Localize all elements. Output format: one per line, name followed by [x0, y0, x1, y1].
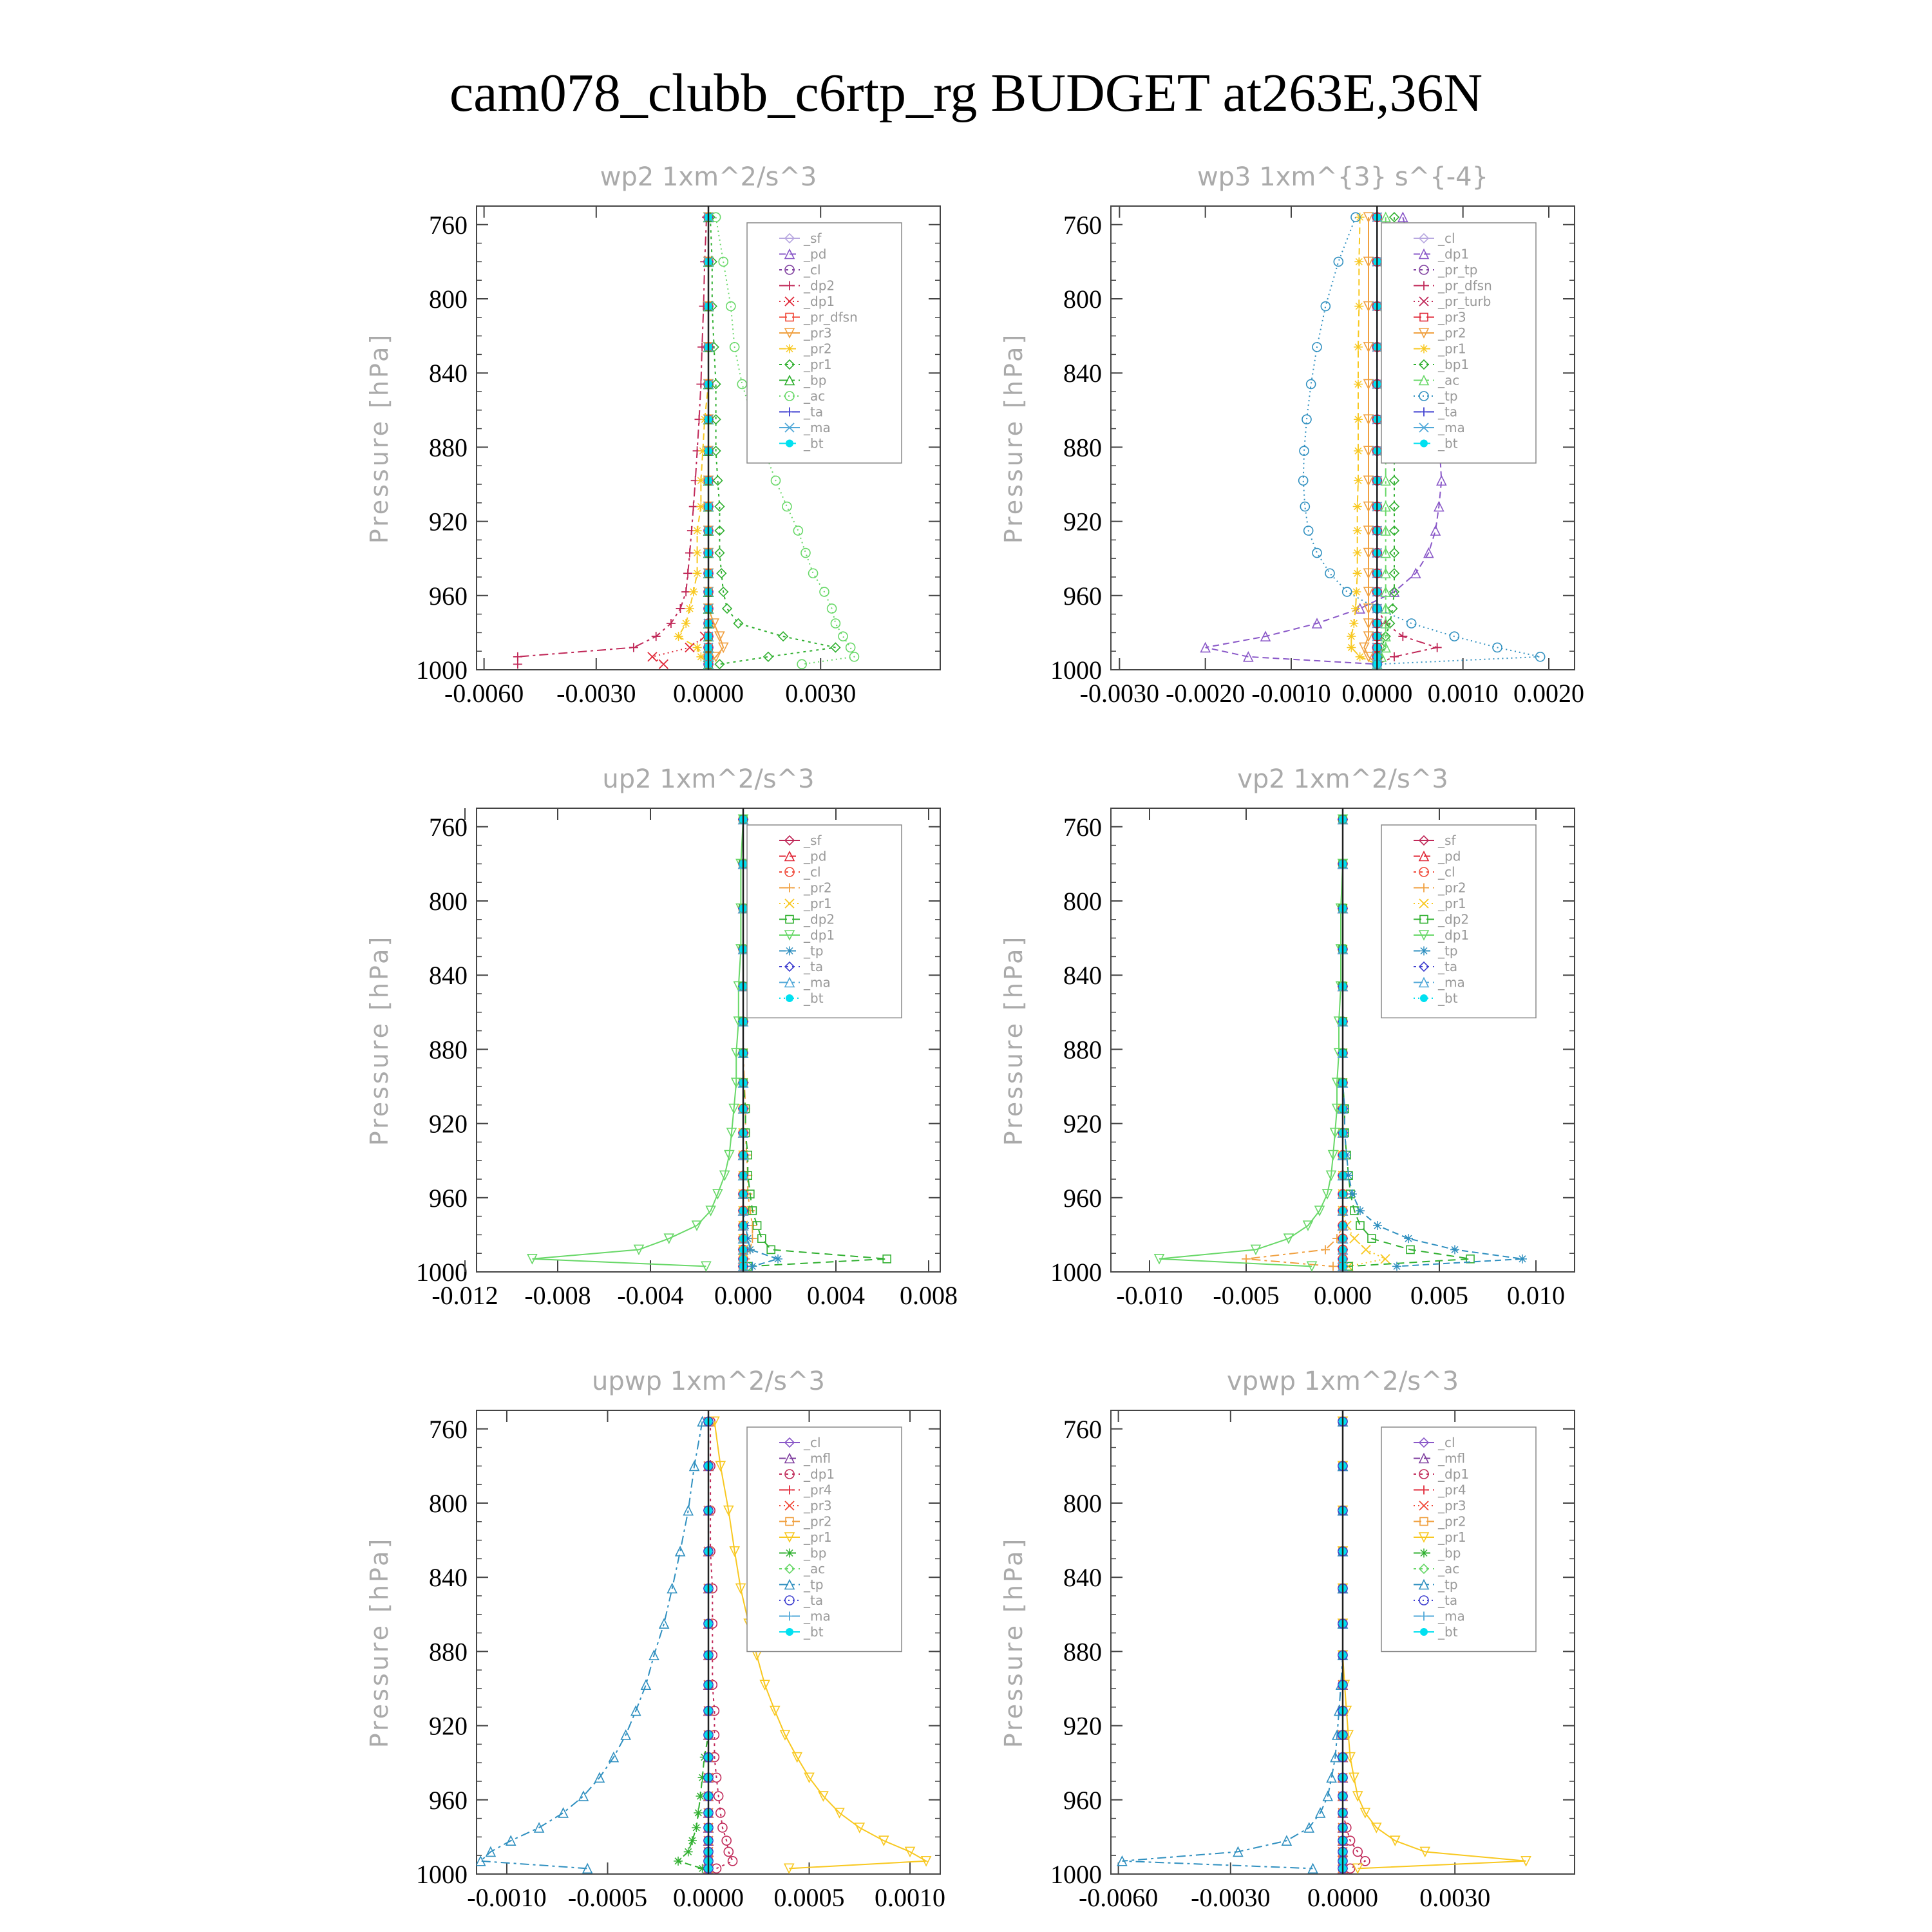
legend-label: _cl — [1438, 231, 1455, 246]
y-tick-label: 760 — [429, 1414, 468, 1444]
data-point — [846, 643, 855, 652]
data-point — [1347, 632, 1356, 641]
data-point — [681, 619, 690, 628]
y-tick-label: 840 — [1063, 1563, 1102, 1593]
series-line-bp — [678, 1421, 708, 1868]
data-point — [1325, 569, 1334, 578]
x-tick-label: 0.004 — [807, 1281, 865, 1310]
legend-label: _dp2 — [1438, 911, 1470, 927]
y-tick-label: 880 — [429, 433, 468, 462]
data-point — [1350, 1234, 1359, 1243]
y-tick-label: 880 — [1063, 1035, 1102, 1065]
x-tick-label: -0.0060 — [1078, 1883, 1159, 1912]
y-tick-label: 960 — [429, 1785, 468, 1815]
data-point — [689, 587, 698, 596]
data-point — [1356, 1206, 1365, 1215]
data-point — [674, 1857, 683, 1866]
legend-marker — [1420, 440, 1428, 448]
series-line-dp1 — [652, 217, 708, 664]
legend-label: _pr_dfsn — [804, 309, 858, 325]
legend-label: _sf — [804, 833, 822, 848]
y-tick-label: 960 — [1063, 1183, 1102, 1213]
legend-label: _cl — [804, 864, 821, 880]
legend-label: _bt — [1438, 1624, 1458, 1640]
data-point — [831, 619, 840, 628]
y-axis-label: Pressure [hPa] — [365, 1536, 393, 1748]
data-point — [1373, 1221, 1382, 1230]
x-tick-label: -0.0010 — [1251, 679, 1331, 708]
data-point — [629, 643, 638, 652]
y-axis-label: Pressure [hPa] — [365, 934, 393, 1146]
x-tick-label: 0.0010 — [875, 1883, 946, 1912]
legend-label: _ma — [804, 420, 831, 435]
y-tick-label: 1000 — [416, 1258, 468, 1287]
series-line-pr3 — [708, 217, 723, 664]
data-point — [641, 1680, 650, 1689]
legend — [747, 223, 902, 463]
y-tick-label: 800 — [429, 285, 468, 314]
legend-label: _dp1 — [804, 927, 835, 943]
legend-label: _bt — [804, 1624, 824, 1640]
y-tick-label: 800 — [1063, 1489, 1102, 1518]
x-tick-label: 0.0000 — [1307, 1883, 1378, 1912]
data-point — [667, 619, 676, 628]
x-tick-label: 0.0030 — [785, 679, 857, 708]
legend-label: _ta — [804, 404, 824, 420]
y-tick-label: 880 — [429, 1637, 468, 1667]
y-tick-label: 840 — [429, 1563, 468, 1593]
data-point — [714, 476, 723, 485]
data-point — [1356, 1222, 1364, 1229]
legend-label: _tp — [1438, 388, 1458, 404]
legend-label: _pr_tp — [1438, 262, 1478, 278]
data-point — [1351, 604, 1360, 613]
x-tick-label: 0.0000 — [673, 679, 744, 708]
y-tick-label: 920 — [1063, 1109, 1102, 1139]
data-point — [1242, 1255, 1251, 1264]
panel-5 — [365, 1367, 945, 1912]
data-point — [693, 526, 702, 535]
data-point — [728, 1857, 737, 1866]
y-axis-label: Pressure [hPa] — [999, 332, 1028, 544]
legend-marker — [785, 345, 794, 354]
data-point — [659, 659, 668, 668]
data-point — [683, 569, 692, 578]
x-tick-label: 0.0000 — [1341, 679, 1413, 708]
data-point — [1404, 1234, 1413, 1243]
legend-label: _tp — [804, 1577, 824, 1593]
y-tick-label: 840 — [429, 359, 468, 388]
data-point — [685, 604, 694, 613]
data-point — [1390, 213, 1399, 222]
panel-title: upwp 1xm^2/s^3 — [592, 1367, 825, 1396]
y-tick-label: 800 — [1063, 285, 1102, 314]
legend-label: _pr3 — [1438, 1498, 1466, 1513]
y-tick-label: 920 — [429, 507, 468, 536]
legend-label: _pr1 — [804, 896, 832, 911]
y-tick-label: 920 — [1063, 507, 1102, 536]
y-tick-label: 880 — [1063, 433, 1102, 462]
y-tick-label: 840 — [1063, 359, 1102, 388]
legend-label: _ta — [1438, 959, 1458, 974]
legend-label: _dp1 — [804, 294, 835, 309]
data-point — [1536, 652, 1545, 661]
x-tick-label: -0.0060 — [444, 679, 524, 708]
legend-label: _cl — [1438, 1435, 1455, 1450]
data-point — [1354, 446, 1363, 455]
legend-label: _pr1 — [1438, 1530, 1466, 1545]
legend-label: _pd — [804, 848, 827, 864]
data-point — [838, 632, 848, 641]
data-point — [676, 604, 685, 613]
legend-marker — [1419, 947, 1428, 956]
legend-label: _pr1 — [804, 1530, 832, 1545]
data-point — [1347, 643, 1356, 652]
legend-label: _dp1 — [804, 1466, 835, 1482]
legend-label: _bt — [1438, 435, 1458, 451]
legend-label: _cl — [804, 1435, 821, 1450]
data-point — [748, 1262, 757, 1271]
y-tick-label: 840 — [1063, 961, 1102, 990]
data-point — [1356, 652, 1365, 661]
x-tick-label: -0.0010 — [467, 1883, 547, 1912]
legend-label: _pr2 — [1438, 325, 1466, 341]
data-point — [1361, 1245, 1370, 1254]
legend-marker — [786, 994, 793, 1002]
data-point — [1354, 415, 1363, 424]
data-point — [1390, 652, 1399, 661]
data-point — [1353, 569, 1362, 578]
panel-title: wp2 1xm^2/s^3 — [600, 162, 817, 192]
panel-1 — [365, 162, 940, 708]
legend-label: _mfl — [1438, 1450, 1466, 1466]
x-tick-label: 0.0030 — [1419, 1883, 1491, 1912]
x-tick-label: 0.0020 — [1513, 679, 1584, 708]
legend-label: _ac — [1438, 372, 1460, 388]
x-tick-label: -0.0030 — [1079, 679, 1159, 708]
y-tick-label: 960 — [429, 581, 468, 611]
y-axis-label: Pressure [hPa] — [365, 332, 393, 544]
data-point — [1354, 343, 1363, 352]
x-tick-label: 0.0005 — [773, 1883, 845, 1912]
data-point — [1354, 302, 1363, 311]
data-point — [1354, 476, 1363, 485]
y-tick-label: 800 — [1063, 887, 1102, 916]
data-point — [1354, 257, 1363, 266]
legend-label: _ac — [804, 388, 826, 404]
data-point — [782, 502, 791, 511]
panel-title: vpwp 1xm^2/s^3 — [1226, 1367, 1459, 1396]
x-tick-label: 0.0010 — [1427, 679, 1499, 708]
y-tick-label: 760 — [429, 812, 468, 842]
y-tick-label: 880 — [429, 1035, 468, 1065]
panel-3 — [365, 764, 958, 1310]
legend-label: _ma — [804, 1608, 831, 1624]
y-axis-label: Pressure [hPa] — [999, 934, 1028, 1146]
x-tick-label: -0.0020 — [1166, 679, 1245, 708]
legend-label: _bt — [804, 435, 824, 451]
legend-label: _pr1 — [1438, 341, 1466, 357]
data-point — [1390, 502, 1399, 511]
legend-label: _dp2 — [804, 278, 835, 294]
series-line-pr2 — [1364, 217, 1377, 664]
y-tick-label: 960 — [1063, 581, 1102, 611]
data-point — [684, 1847, 693, 1856]
data-point — [723, 604, 732, 613]
panel-4 — [999, 764, 1575, 1310]
x-tick-label: 0.000 — [1314, 1281, 1372, 1310]
legend-label: _dp1 — [1438, 246, 1470, 262]
legend-marker — [1420, 994, 1428, 1002]
legend-label: _ta — [1438, 404, 1458, 420]
data-point — [648, 652, 657, 661]
series-line-pr1 — [1343, 819, 1385, 1266]
panel-6 — [999, 1367, 1575, 1912]
y-tick-label: 760 — [429, 210, 468, 240]
legend-label: _ta — [1438, 1593, 1458, 1608]
data-point — [1321, 302, 1330, 311]
data-point — [1354, 379, 1363, 388]
y-tick-label: 960 — [1063, 1785, 1102, 1815]
data-point — [1349, 619, 1358, 628]
legend-label: _bt — [1438, 990, 1458, 1006]
legend-label: _bt — [804, 990, 824, 1006]
data-point — [1353, 526, 1362, 535]
y-tick-label: 800 — [429, 887, 468, 916]
legend-marker — [785, 947, 794, 956]
legend-label: _bp — [1438, 1545, 1461, 1561]
data-point — [773, 1255, 782, 1264]
legend-marker — [1419, 345, 1428, 354]
y-tick-label: 800 — [429, 1489, 468, 1518]
y-tick-label: 760 — [1063, 210, 1102, 240]
legend-label: _cl — [804, 262, 821, 278]
panels — [365, 162, 1584, 1912]
x-tick-label: 0.000 — [714, 1281, 772, 1310]
data-point — [1329, 1262, 1338, 1271]
data-point — [693, 569, 702, 578]
legend-label: _pd — [804, 246, 827, 262]
series-line-tp — [480, 1421, 702, 1868]
x-tick-label: -0.0030 — [1191, 1883, 1271, 1912]
data-point — [1343, 587, 1352, 596]
data-point — [694, 1808, 703, 1817]
legend — [1381, 825, 1536, 1018]
panel-title: wp3 1xm^{3} s^{-4} — [1197, 162, 1489, 192]
x-tick-label: -0.0030 — [556, 679, 636, 708]
legend-label: _ac — [804, 1561, 826, 1577]
data-point — [801, 549, 810, 558]
series-line-pr2 — [679, 217, 709, 664]
y-tick-label: 960 — [429, 1183, 468, 1213]
data-point — [1518, 1255, 1527, 1264]
figure-title: cam078_clubb_c6rtp_rg BUDGET at263E,36N — [449, 63, 1483, 123]
data-point — [659, 1619, 668, 1628]
legend-label: _pr1 — [1438, 896, 1466, 911]
y-tick-label: 920 — [429, 1109, 468, 1139]
data-point — [758, 1235, 766, 1242]
legend-label: _ma — [804, 974, 831, 990]
legend-label: _pr2 — [804, 1513, 832, 1530]
y-tick-label: 920 — [429, 1711, 468, 1741]
legend — [747, 1427, 902, 1652]
legend-label: _cl — [1438, 864, 1455, 880]
y-axis-label: Pressure [hPa] — [999, 1536, 1028, 1748]
data-point — [674, 632, 683, 641]
legend-marker — [1420, 1628, 1428, 1636]
data-point — [1300, 502, 1309, 511]
data-point — [693, 643, 702, 652]
x-tick-label: 0.005 — [1410, 1281, 1468, 1310]
legend-label: _pr_dfsn — [1438, 278, 1492, 294]
data-point — [793, 526, 802, 535]
data-point — [1353, 549, 1362, 558]
legend-marker — [1419, 1549, 1428, 1558]
x-tick-label: -0.0005 — [567, 1883, 648, 1912]
series-line-dp2 — [518, 217, 706, 664]
legend-marker — [785, 1549, 794, 1558]
legend-label: _pr_turb — [1438, 294, 1492, 309]
data-point — [1353, 502, 1362, 511]
y-tick-label: 840 — [429, 961, 468, 990]
series-line-dp1 — [1159, 819, 1343, 1266]
y-tick-label: 1000 — [416, 1860, 468, 1889]
x-tick-label: -0.005 — [1213, 1281, 1280, 1310]
series-line-tp — [1122, 1421, 1343, 1868]
data-point — [1334, 257, 1343, 266]
legend — [1381, 223, 1536, 463]
legend-label: _tp — [1438, 943, 1458, 959]
panel-title: up2 1xm^2/s^3 — [602, 764, 815, 794]
legend-label: _dp2 — [804, 911, 835, 927]
y-tick-label: 760 — [1063, 812, 1102, 842]
series-line-dp1 — [532, 819, 743, 1266]
legend-label: _ma — [1438, 1608, 1465, 1624]
legend-label: _pr1 — [804, 357, 832, 372]
legend — [747, 825, 902, 1018]
data-point — [1392, 1262, 1401, 1271]
legend-label: _mfl — [804, 1450, 831, 1466]
data-point — [1312, 549, 1321, 558]
legend-label: _ta — [804, 959, 824, 974]
x-tick-label: -0.004 — [617, 1281, 684, 1310]
x-tick-label: -0.012 — [431, 1281, 498, 1310]
y-tick-label: 1000 — [1050, 1860, 1102, 1889]
data-point — [809, 569, 818, 578]
legend-label: _bp1 — [1438, 357, 1470, 372]
data-point — [1352, 587, 1361, 596]
data-point — [693, 549, 702, 558]
legend-label: _pr4 — [804, 1482, 832, 1498]
y-tick-label: 1000 — [416, 656, 468, 685]
series-line-dp1 — [710, 1421, 733, 1868]
legend-label: _pr2 — [1438, 1513, 1466, 1530]
x-tick-label: 0.008 — [900, 1281, 958, 1310]
legend-label: _pr3 — [1438, 309, 1466, 325]
legend-label: _sf — [1438, 833, 1456, 848]
series-line-pr2 — [1246, 819, 1343, 1266]
legend-label: _bp — [804, 372, 827, 388]
series-line-dp1 — [1343, 1421, 1365, 1868]
legend-marker — [786, 440, 793, 448]
data-point — [688, 1836, 697, 1845]
x-tick-label: -0.008 — [524, 1281, 591, 1310]
data-point — [1450, 1245, 1459, 1254]
x-tick-label: -0.010 — [1116, 1281, 1183, 1310]
data-point — [684, 1506, 693, 1515]
y-tick-label: 920 — [1063, 1711, 1102, 1741]
data-point — [715, 502, 724, 511]
data-point — [1398, 213, 1407, 222]
panel-title: vp2 1xm^2/s^3 — [1237, 764, 1448, 794]
legend-label: _pr3 — [804, 1498, 832, 1513]
data-point — [1381, 1255, 1390, 1264]
x-tick-label: 0.0000 — [673, 1883, 744, 1912]
legend-label: _bp — [804, 1545, 827, 1561]
legend-label: _ma — [1438, 974, 1465, 990]
legend — [1381, 1427, 1536, 1652]
legend-label: _pd — [1438, 848, 1461, 864]
legend-label: _tp — [804, 943, 824, 959]
x-tick-label: 0.010 — [1507, 1281, 1565, 1310]
y-tick-label: 880 — [1063, 1637, 1102, 1667]
legend-label: _pr2 — [804, 341, 832, 357]
legend-label: _pr2 — [1438, 880, 1466, 896]
legend-label: _dp1 — [1438, 1466, 1470, 1482]
data-point — [692, 1823, 701, 1832]
legend-label: _ac — [1438, 1561, 1460, 1577]
panel-2 — [999, 162, 1584, 708]
data-point — [1433, 643, 1442, 652]
data-point — [676, 1547, 685, 1556]
data-point — [737, 379, 746, 388]
legend-label: _sf — [804, 231, 822, 246]
y-tick-label: 1000 — [1050, 1258, 1102, 1287]
y-tick-label: 760 — [1063, 1414, 1102, 1444]
y-tick-label: 1000 — [1050, 656, 1102, 685]
legend-label: _dp1 — [1438, 927, 1470, 943]
legend-label: _ma — [1438, 420, 1465, 435]
legend-label: _tp — [1438, 1577, 1458, 1593]
legend-marker — [786, 1628, 793, 1636]
legend-label: _pr4 — [1438, 1482, 1466, 1498]
series-line-pr1 — [1351, 217, 1377, 664]
legend-label: _ta — [804, 1593, 824, 1608]
legend-label: _pr3 — [804, 325, 832, 341]
legend-label: _pr2 — [804, 880, 832, 896]
data-point — [1348, 1189, 1357, 1198]
data-point — [513, 659, 522, 668]
